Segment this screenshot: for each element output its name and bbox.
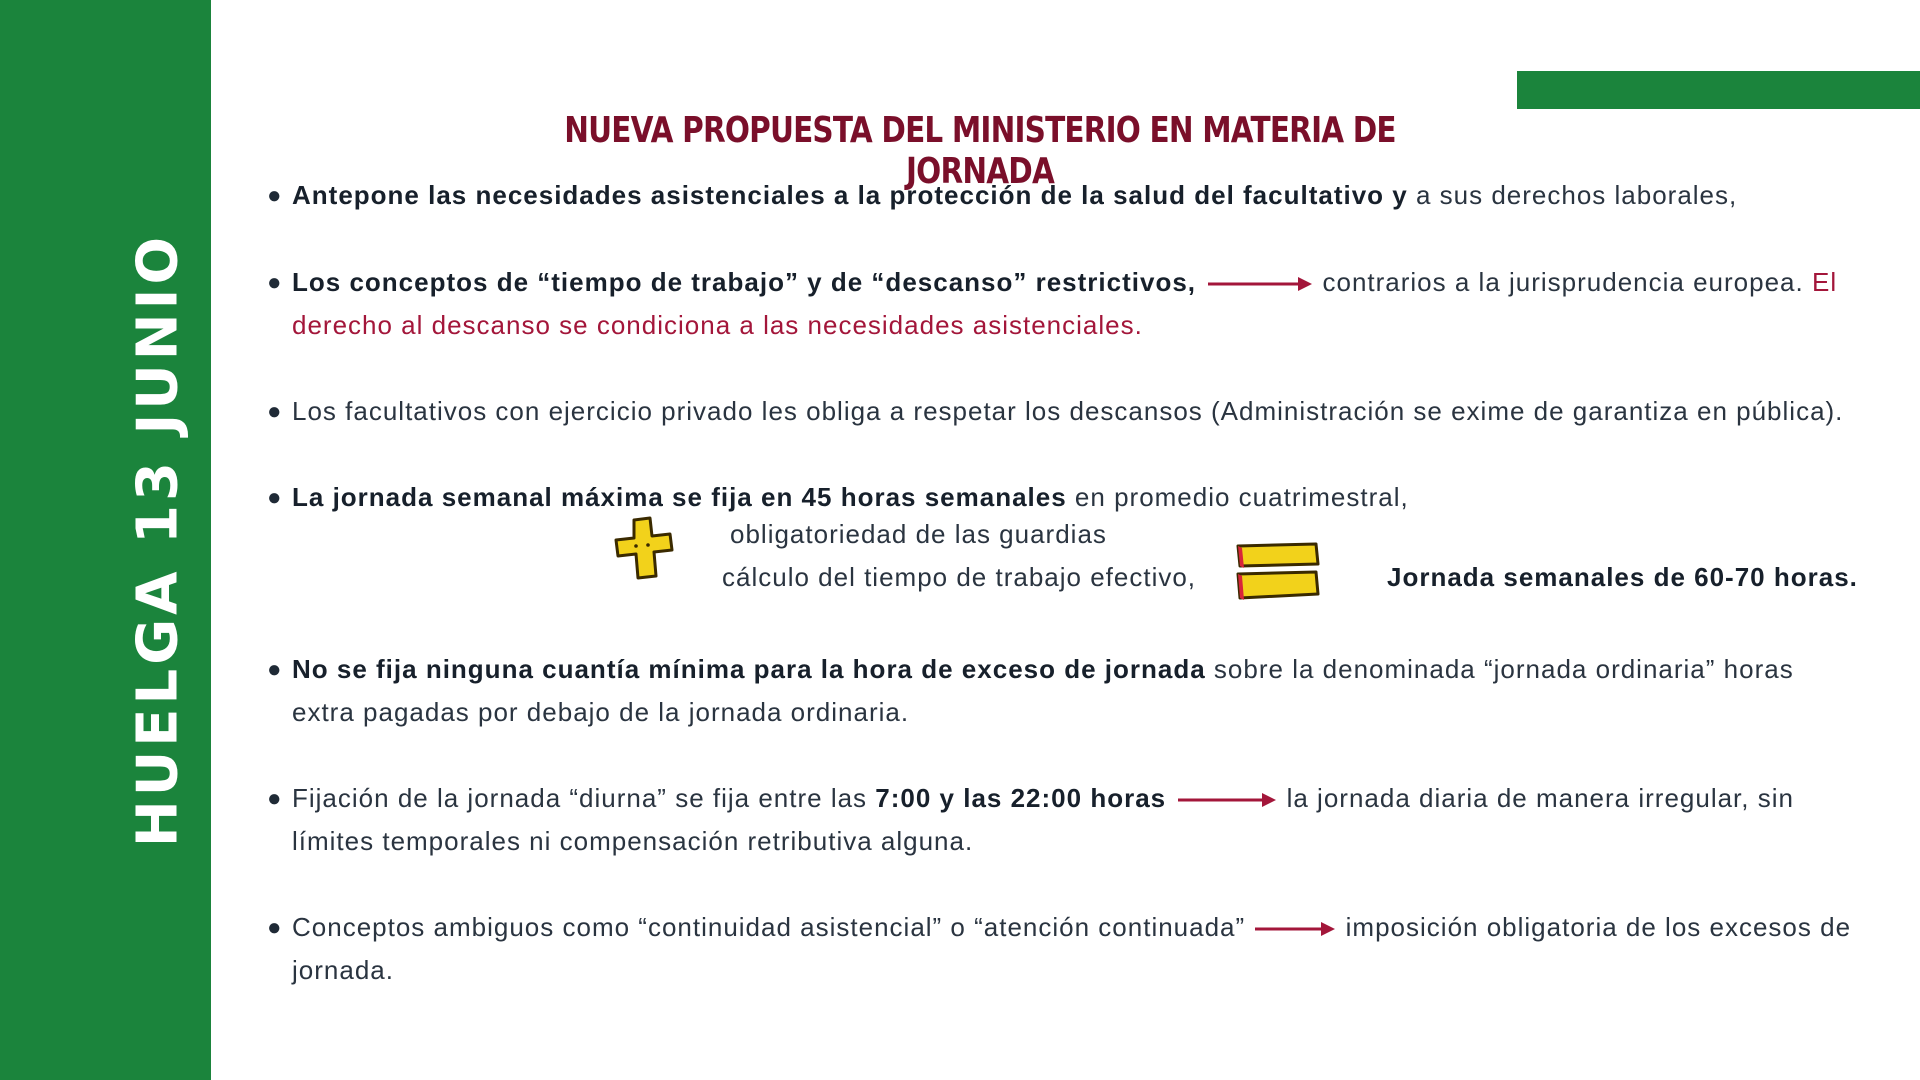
bullet: ● — [267, 398, 283, 425]
bullet: ● — [267, 269, 283, 296]
list-item — [267, 390, 1862, 433]
arrow-right-icon — [1253, 919, 1337, 939]
item-bold-text: Los conceptos de “tiempo de trabajo” y de “descanso” restrictivos, — [292, 267, 1197, 297]
list-item — [267, 261, 1862, 347]
item-subline: cálculo del tiempo de trabajo efectivo, — [722, 562, 1197, 592]
item-text: sobre la denominada “jornada ordinaria” horas extra pagadas por debajo de la jornada ordinaria. — [292, 654, 1794, 727]
item-bold-text: 7:00 y las 22:00 horas — [875, 783, 1167, 813]
item-text: Los facultativos con ejercicio privado les obliga a respetar los descansos (Administración se exime de garantiza en pública). — [292, 396, 1844, 426]
item-text: la jornada diaria de manera irregular, sin límites temporales ni compensación retributiva alguna. — [292, 783, 1794, 856]
item-bold-text: No se fija ninguna cuantía mínima para la hora de exceso de jornada — [292, 654, 1206, 684]
list-item — [267, 777, 1862, 863]
item-text: Conceptos ambiguos como “continuidad asistencial” o “atención continuada” — [292, 912, 1246, 942]
bullet: ● — [267, 656, 283, 683]
list-item — [267, 174, 1862, 217]
page-title: NUEVA PROPUESTA DEL MINISTERIO EN MATERIA DE JORNADA — [564, 110, 1396, 192]
item-subline: obligatoriedad de las guardias — [730, 519, 1107, 549]
list-item — [267, 476, 1862, 519]
bullet: ● — [267, 484, 283, 511]
item-text: contrarios a la jurisprudencia europea. — [1322, 267, 1804, 297]
item-text: imposición obligatoria de los excesos de jornada. — [292, 912, 1852, 985]
item-result: Jornada semanales de 60-70 horas. — [1387, 562, 1858, 592]
list-item — [267, 648, 1862, 734]
item-text: a sus derechos laborales, — [1407, 180, 1738, 210]
item-text: Fijación de la jornada “diurna” se fija entre las — [292, 783, 876, 813]
accent-bar — [1517, 71, 1920, 109]
item-bold-text: La jornada semanal máxima se fija en 45 horas semanales — [292, 482, 1067, 512]
bullet: ● — [267, 182, 283, 209]
list-item — [267, 906, 1862, 992]
bullet: ● — [267, 785, 283, 812]
item-red-text: El derecho al descanso se condiciona a las necesidades asistenciales. — [292, 267, 1838, 340]
bullet: ● — [267, 914, 283, 941]
sidebar-title: HUELGA 13 JUNIO — [125, 232, 191, 848]
plus-icon — [612, 514, 676, 584]
equals-icon — [1232, 540, 1324, 604]
arrow-right-icon — [1174, 790, 1278, 810]
item-bold-text: Antepone las necesidades asistenciales a la protección de la salud del facultativo y — [292, 180, 1408, 210]
item-text: en promedio cuatrimestral, — [1066, 482, 1409, 512]
arrow-right-icon — [1204, 274, 1314, 294]
